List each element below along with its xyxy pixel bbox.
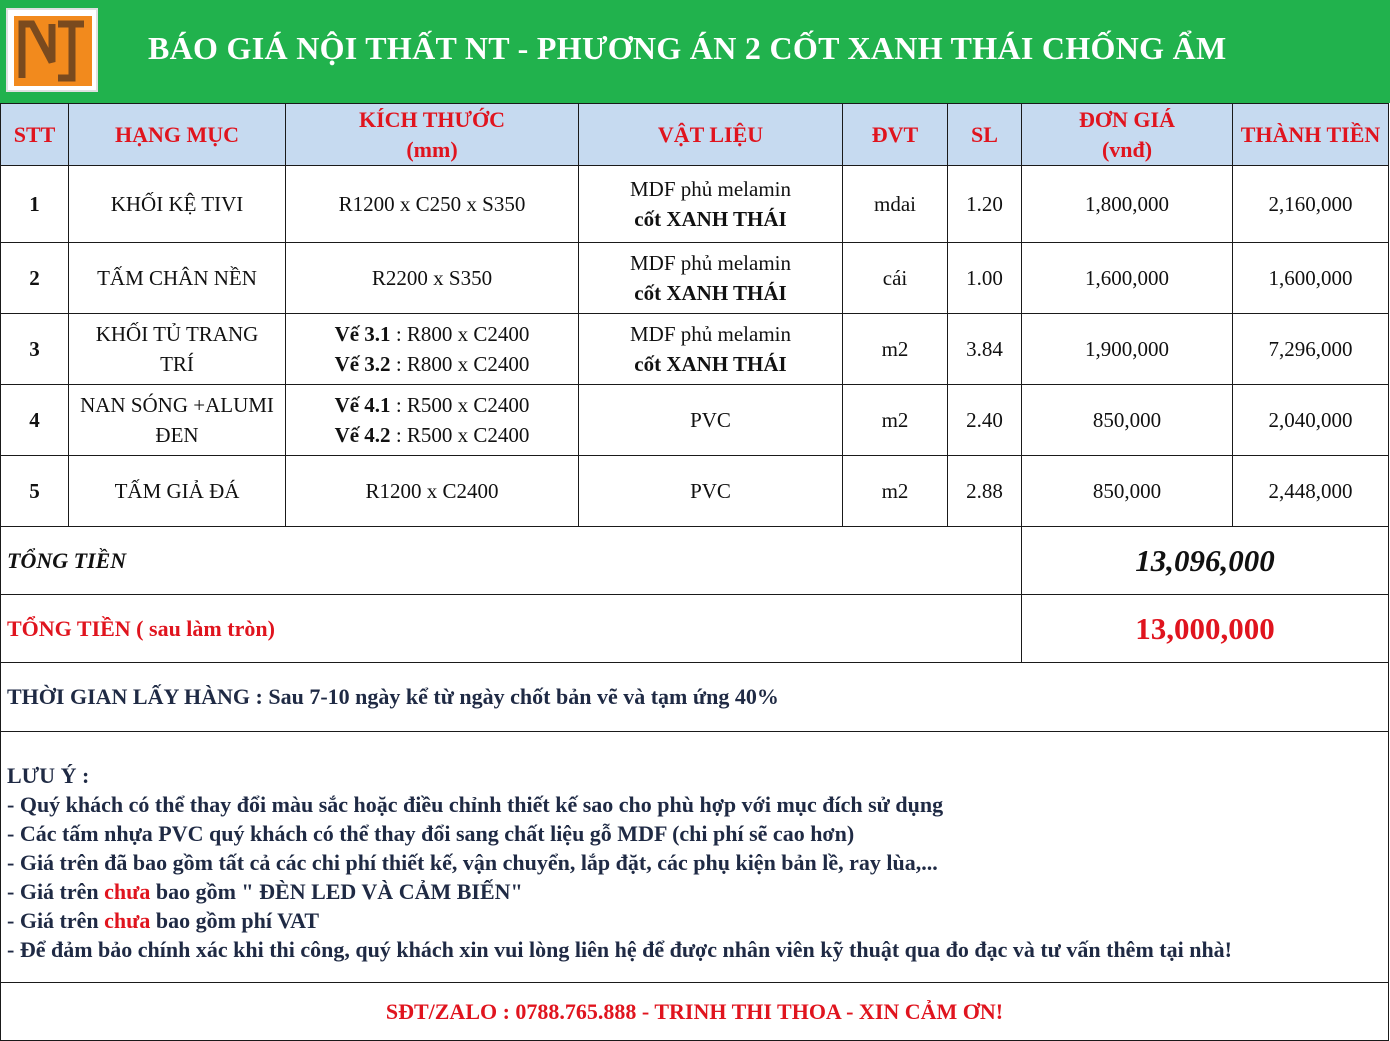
col-item: HẠNG MỤC xyxy=(69,104,286,166)
table-row: 2 TẤM CHÂN NỀN R2200 x S350 MDF phủ melamin cốt XANH THÁI cái 1.00 1,600,000 1,600,000 xyxy=(1,243,1389,314)
delivery-row xyxy=(1,663,1389,732)
rounded-total-value: 13,000,000 xyxy=(1022,595,1389,663)
table-row: 5 TẤM GIẢ ĐÁ R1200 x C2400 PVC m2 2.88 850,000 2,448,000 xyxy=(1,456,1389,527)
note-line: - Giá trên đã bao gồm tất cả các chi phí thiết kế, vận chuyển, lắp đặt, các phụ kiện bản lề, ray lùa,... xyxy=(7,849,938,875)
page-title: BÁO GIÁ NỘI THẤT NT - PHƯƠNG ÁN 2 CỐT XANH THÁI CHỐNG ẨM xyxy=(148,30,1227,66)
note-line: - Để đảm bảo chính xác khi thi công, quý khách xin vui lòng liên hệ để được nhân viên kỹ thuật qua đo đạc và tư vấn thêm tại nhà! xyxy=(7,936,1233,962)
header-bar xyxy=(0,0,1390,103)
note-line: - Các tấm nhựa PVC quý khách có thể thay đổi sang chất liệu gỗ MDF (chi phí sẽ cao hơn) xyxy=(7,820,855,846)
col-stt: STT xyxy=(1,104,69,166)
notes-row xyxy=(1,732,1389,983)
total-value: 13,096,000 xyxy=(1022,527,1389,595)
note-line: - Giá trên chưa bao gồm " ĐÈN LED VÀ CẢM BIẾN" xyxy=(7,878,523,904)
col-material: VẬT LIỆU xyxy=(579,104,843,166)
total-row xyxy=(1,527,1389,595)
nt-logo-icon xyxy=(14,16,92,86)
notes-block xyxy=(1,732,1389,983)
col-unit: ĐVT xyxy=(843,104,948,166)
footer-row xyxy=(1,983,1389,1041)
delivery-text: THỜI GIAN LẤY HÀNG : Sau 7-10 ngày kể từ ngày chốt bản vẽ và tạm ứng 40% xyxy=(1,663,1389,732)
logo xyxy=(6,8,98,92)
col-total: THÀNH TIỀN xyxy=(1233,104,1389,166)
table-row: 1 KHỐI KỆ TIVI R1200 x C250 x S350 MDF phủ melamin cốt XANH THÁI mdai 1.20 1,800,000 2,160,000 xyxy=(1,166,1389,243)
table-row: 3 KHỐI TỦ TRANG TRÍ Vế 3.1 : R800 x C2400 Vế 3.2 : R800 x C2400 MDF phủ melamin cốt XANH THÁI m2 3.84 1,900,000 7,296,000 xyxy=(1,314,1389,385)
rounded-total-label: TỔNG TIỀN ( sau làm tròn) xyxy=(1,595,1022,663)
col-price: ĐƠN GIÁ (vnđ) xyxy=(1022,104,1233,166)
note-line: - Giá trên chưa bao gồm phí VAT xyxy=(7,907,320,933)
rounded-total-row xyxy=(1,595,1389,663)
table-row: 4 NAN SÓNG +ALUMI ĐEN Vế 4.1 : R500 x C2400 Vế 4.2 : R500 x C2400 PVC m2 2.40 850,000 2,040,000 xyxy=(1,385,1389,456)
table-header-row xyxy=(1,104,1389,166)
col-qty: SL xyxy=(948,104,1022,166)
note-line: - Quý khách có thể thay đổi màu sắc hoặc điều chỉnh thiết kế sao cho phù hợp với mục đích sử dụng xyxy=(7,791,944,817)
contact-footer: SĐT/ZALO : 0788.765.888 - TRINH THI THOA - XIN CẢM ƠN! xyxy=(1,983,1389,1041)
total-label: TỔNG TIỀN xyxy=(1,527,1022,595)
quote-table xyxy=(0,103,1389,1041)
col-size: KÍCH THƯỚC (mm) xyxy=(286,104,579,166)
notes-title: LƯU Ý : xyxy=(7,762,90,788)
